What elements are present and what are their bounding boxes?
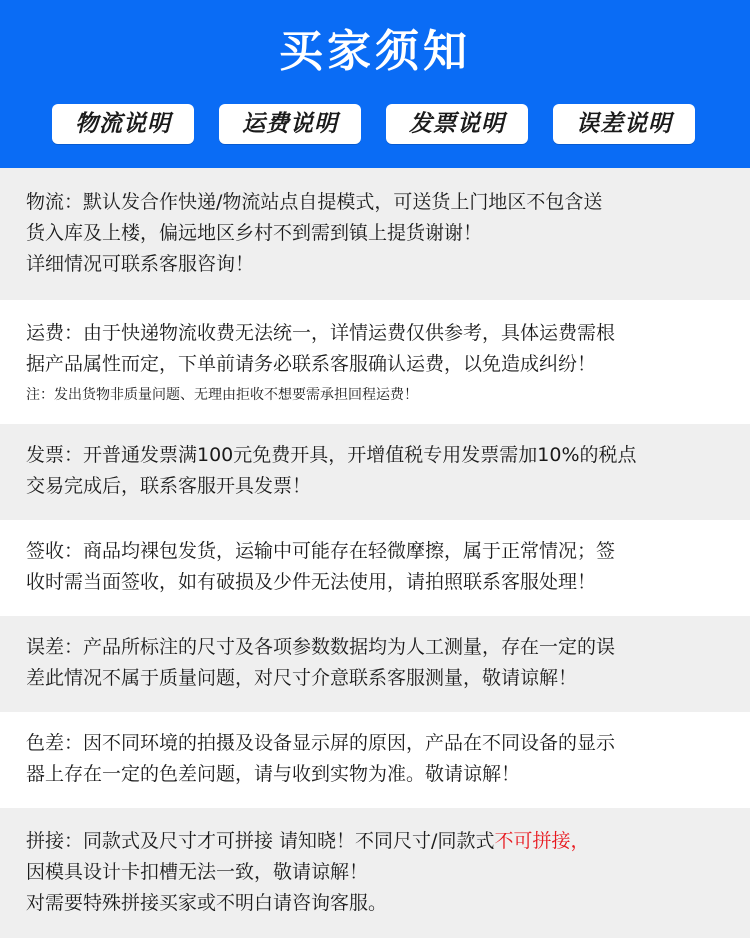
text-line: 对需要特殊拼接买家或不明白请咨询客服。 xyxy=(26,892,388,914)
text-line: 交易完成后，联系客服开具发票！ xyxy=(26,475,312,497)
section-color-difference xyxy=(0,712,750,808)
text-line: 详细情况可联系客服咨询！ xyxy=(26,253,255,275)
section-shipping-fee xyxy=(0,300,750,424)
text-line: 因模具设计卡扣槽无法一致，敬请谅解！ xyxy=(26,861,369,883)
text-line: 运费：由于快递物流收费无法统一，详情运费仅供参考，具体运费需根 xyxy=(26,322,616,344)
text-line: 误差：产品所标注的尺寸及各项参数数据均为人工测量，存在一定的误 xyxy=(26,636,616,658)
header-banner xyxy=(0,0,750,168)
page-title: 买家须知 xyxy=(279,26,471,77)
text-line: 物流：默认发合作快递/物流站点自提模式，可送货上门地区不包含送 xyxy=(26,191,603,213)
text-line: 收时需当面签收，如有破损及少件无法使用，请拍照联系客服处理！ xyxy=(26,571,597,593)
text-line: 发票：开普通发票满100元免费开具，开增值税专用发票需加10%的税点 xyxy=(26,444,637,466)
shipping-note: 注：发出货物非质量问题、无理由拒收不想要需承担回程运费！ xyxy=(26,387,418,403)
section-splicing xyxy=(0,808,750,938)
text-line: 货入库及上楼，偏远地区乡村不到需到镇上提货谢谢！ xyxy=(26,222,483,244)
text-line: 器上存在一定的色差问题，请与收到实物为准。敬请谅解！ xyxy=(26,763,521,785)
section-receipt xyxy=(0,520,750,616)
text-line: 色差：因不同环境的拍摄及设备显示屏的原因，产品在不同设备的显示 xyxy=(26,732,616,754)
tab-shipping-fee[interactable]: 运费说明 xyxy=(219,104,361,144)
splicing-warning: 不可拼接， xyxy=(494,830,590,852)
tab-bar xyxy=(0,104,750,146)
text-line xyxy=(26,826,724,857)
text-line: 签收：商品均裸包发货，运输中可能存在轻微摩擦，属于正常情况；签 xyxy=(26,540,616,562)
section-logistics xyxy=(0,168,750,300)
section-tolerance xyxy=(0,616,750,712)
splicing-text: 拼接：同款式及尺寸才可拼接 请知晓！不同尺寸/同款式 xyxy=(26,830,495,852)
text-line: 据产品属性而定，下单前请务必联系客服确认运费，以免造成纠纷！ xyxy=(26,353,597,375)
tab-logistics[interactable]: 物流说明 xyxy=(52,104,194,144)
tab-invoice[interactable]: 发票说明 xyxy=(386,104,528,144)
section-invoice xyxy=(0,424,750,520)
text-line: 差此情况不属于质量问题，对尺寸介意联系客服测量，敬请谅解！ xyxy=(26,667,578,689)
tab-tolerance[interactable]: 误差说明 xyxy=(553,104,695,144)
